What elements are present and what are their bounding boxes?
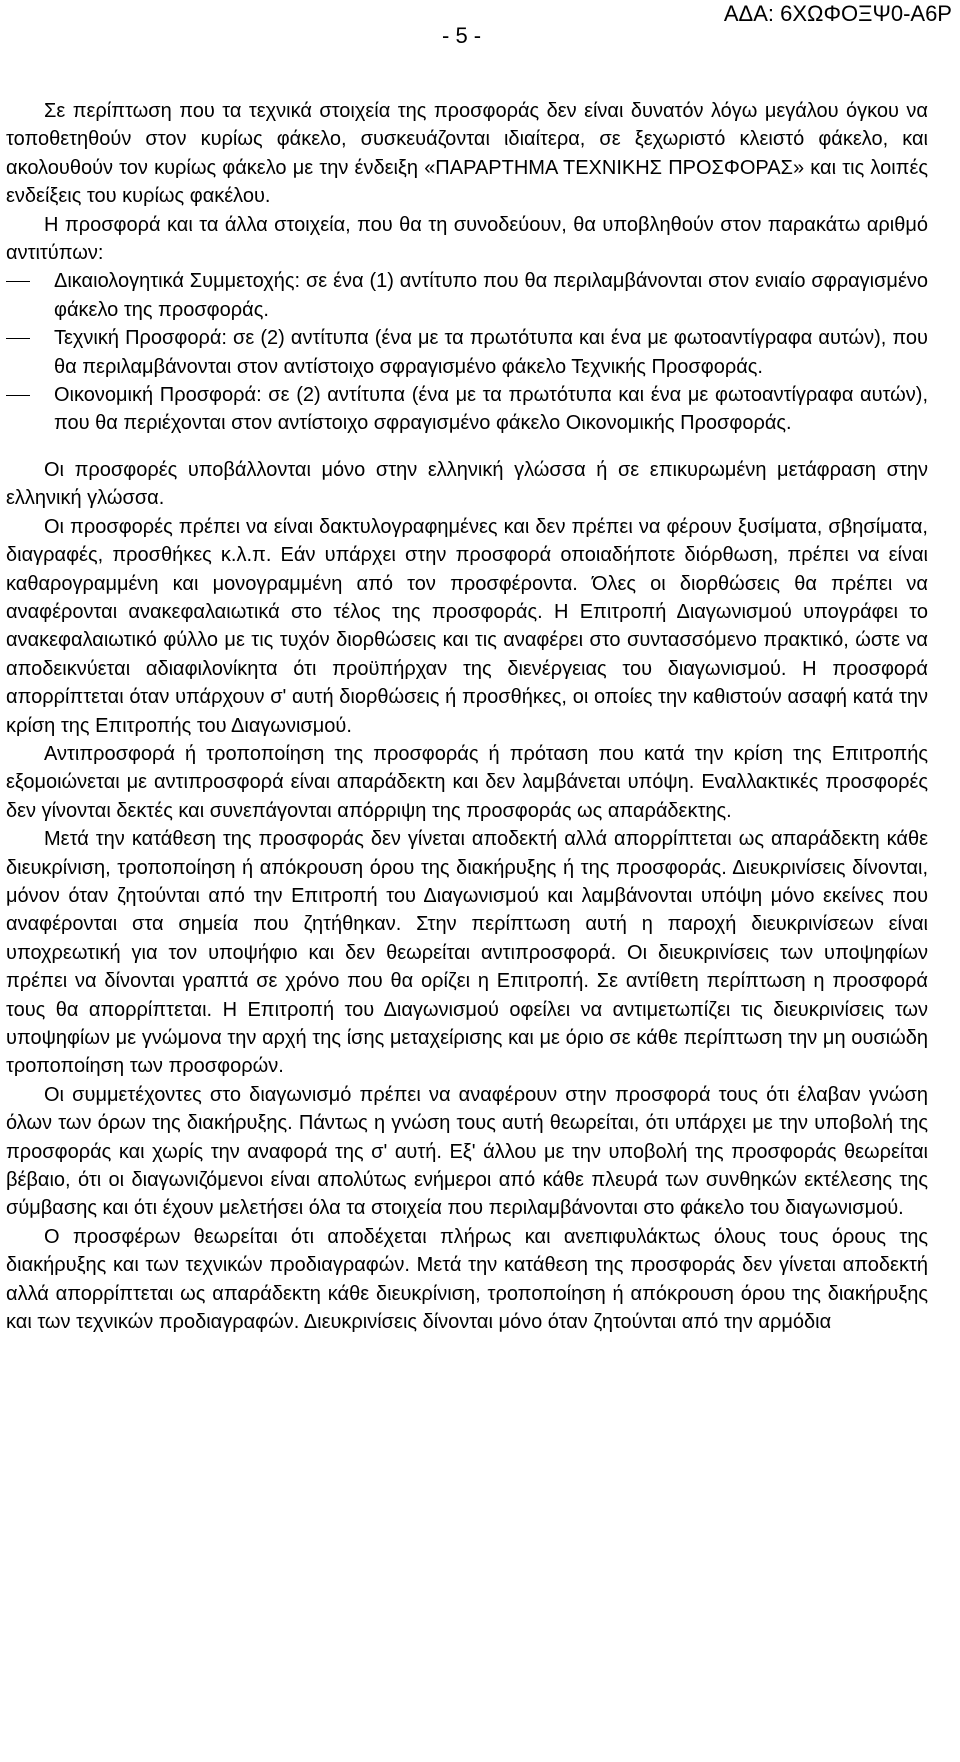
paragraph-4: Οι προσφορές πρέπει να είναι δακτυλογραφημένες και δεν πρέπει να φέρουν ξυσίματα, σβησίματα, διαγραφές, προσθήκες κ.λ.π. Εάν υπάρχει στην προσφορά οποιαδήποτε διόρθωση, πρέπει να είναι καθαρογραμμένη και μονογραμμένη από τον προσφέροντα. Όλες οι διορθώσεις θα πρέπει να αναφέρονται ανακεφαλαιωτικά στο τέλος της προσφοράς. Η Επιτροπή Διαγωνισμού υπογράφει το ανακεφαλαιωτικό φύλλο με τις τυχόν διορθώσεις και τις αναφέρει στο συντασσόμενο πρακτικό, ώστε να αποδεικνύεται αδιαφιλονίκητα ότι προϋπήρχαν της διενέργειας του διαγωνισμού. Η προσφορά απορρίπτεται όταν υπάρχουν σ' αυτή διορθώσεις ή προσθήκες, οι οποίες την καθιστούν ασαφή κατά την κρίση της Επιτροπής του Διαγωνισμού. (6, 515, 928, 737)
paragraph-7: Οι συμμετέχοντες στο διαγωνισμό πρέπει να αναφέρουν στην προσφορά τους ότι έλαβαν γνώση όλων των όρων της διακήρυξης. Πάντως η γνώση τους αυτή θεωρείται, ότι υπάρχει με την υποβολή της προσφοράς και χωρίς την αναφορά της σ' αυτή. Εξ' άλλου με την υποβολή της προσφοράς θεωρείται βέβαιο, ότι οι διαγωνιζόμενοι είναι απολύτως ενήμεροι από κάθε πλευρά των συνθηκών εκτέλεσης της σύμβασης και ότι έχουν μελετήσει όλα τα στοιχεία που περιλαμβάνονται στο φάκελο του διαγωνισμού. (6, 1083, 928, 1220)
dash-bullet-icon (6, 395, 30, 396)
list-item: Δικαιολογητικά Συμμετοχής: σε ένα (1) αντίτυπο που θα περιλαμβάνονται στον ενιαίο σφραγισμένο φάκελο της προσφοράς. (6, 267, 928, 324)
ada-code: ΑΔΑ: 6ΧΩΦΟΞΨ0-Α6Ρ (723, 1, 952, 26)
paragraph-1: Σε περίπτωση που τα τεχνικά στοιχεία της προσφοράς δεν είναι δυνατόν λόγω μεγάλου όγκου να τοποθετηθούν στον κυρίως φάκελο, συσκευάζονται ιδιαίτερα, σε ξεχωριστό κλειστό φάκελο, και ακολουθούν τον κυρίως φάκελο με την ένδειξη «ΠΑΡΑΡΤΗΜΑ ΤΕΧΝΙΚΗΣ ΠΡΟΣΦΟΡΑΣ» και τις λοιπές ενδείξεις του κυρίως φακέλου. (6, 100, 928, 208)
paragraph-6: Μετά την κατάθεση της προσφοράς δεν γίνεται αποδεκτή αλλά απορρίπτεται ως απαράδεκτη κάθε διευκρίνιση, τροποποίηση ή απόκρουση όρου της διακήρυξης ή της προσφοράς. Διευκρινίσεις δίνονται, μόνον όταν ζητούνται από την Επιτροπή του Διαγωνισμού και λαμβάνονται υπόψη μόνο εκείνες που αναφέρονται στα σημεία που ζητήθηκαν. Στην περίπτωση αυτή η παροχή διευκρινίσεων είναι υποχρεωτική για τον υποψήφιο και δεν θεωρείται αντιπροσφορά. Οι διευκρινίσεις των υποψηφίων πρέπει να δίνονται γραπτά σε χρόνο που θα ορίζει η Επιτροπή. Σε αντίθετη περίπτωση η προσφορά τους θα απορρίπτεται. Η Επιτροπή του Διαγωνισμού οφείλει να αντιμετωπίζει τις διευκρινίσεις των υποψηφίων με γνώμονα την αρχή της ίσης μεταχείρισης και με όριο σε κάθε περίπτωση την μη ουσιώδη τροποποίηση των προσφορών. (6, 828, 928, 1078)
paragraph-5: Αντιπροσφορά ή τροποποίηση της προσφοράς ή πρόταση που κατά την κρίση της Επιτροπής εξομοιώνεται με αντιπροσφορά είναι απαράδεκτη και δεν λαμβάνεται υπόψη. Εναλλακτικές προσφορές δεν γίνονται δεκτές και συνεπάγονται απόρριψη της προσφοράς ως απαράδεκτης. (6, 742, 928, 822)
list-item: Οικονομική Προσφορά: σε (2) αντίτυπα (ένα με τα πρωτότυπα και ένα με φωτοαντίγραφα αυτών), που θα περιέχονται στον αντίστοιχο σφραγισμένο φάκελο Οικονομικής Προσφοράς. (6, 381, 928, 438)
paragraph-3: Οι προσφορές υποβάλλονται μόνο στην ελληνική γλώσσα ή σε επικυρωμένη μετάφραση στην ελληνική γλώσσα. (6, 458, 928, 510)
dash-bullet-icon (6, 338, 30, 339)
paragraph-2: Η προσφορά και τα άλλα στοιχεία, που θα τη συνοδεύουν, θα υποβληθούν στον παρακάτω αριθμό αντιτύπων: (6, 213, 928, 265)
page-number: - 5 - (442, 23, 482, 48)
paragraph-8: Ο προσφέρων θεωρείται ότι αποδέχεται πλήρως και ανεπιφυλάκτως όλους τους όρους της διακήρυξης και των τεχνικών προδιαγραφών. Μετά την κατάθεση της προσφοράς δεν γίνεται αποδεκτή αλλά απορρίπτεται ως απαράδεκτη κάθε διευκρίνιση, τροποποίηση ή απόκρουση όρου της διακήρυξης και των τεχνικών προδιαγραφών. Διευκρινίσεις δίνονται μόνο όταν ζητούνται από την αρμόδια (6, 1225, 928, 1334)
copies-list (6, 267, 928, 437)
document-body (6, 97, 928, 1336)
dash-bullet-icon (6, 281, 30, 282)
list-item: Τεχνική Προσφορά: σε (2) αντίτυπα (ένα με τα πρωτότυπα και ένα με φωτοαντίγραφα αυτών), που θα περιλαμβάνονται στον αντίστοιχο σφραγισμένο φάκελο Τεχνικής Προσφοράς. (6, 324, 928, 381)
